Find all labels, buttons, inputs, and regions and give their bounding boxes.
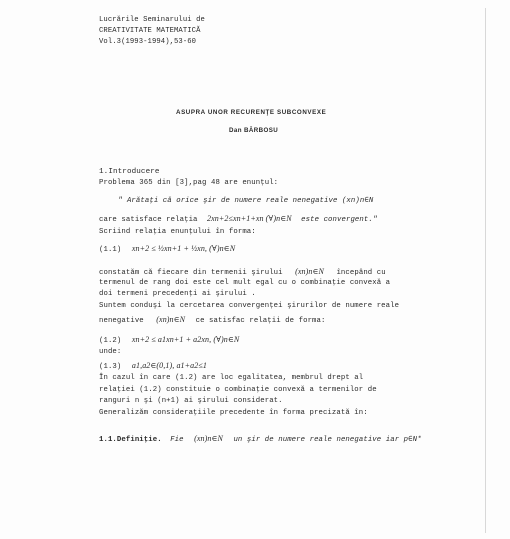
equation-2: [99, 335, 239, 346]
equation-formula: xn+2 ≤ a1xn+1 + a2xn, (∀)n∈N: [131, 335, 240, 344]
text-line: nenegative (xn)n∈N ce satisfac relaţii de forma:: [99, 315, 326, 325]
text-line: Scriind relaţia enunţului în forma:: [99, 228, 256, 236]
text-line: relaţiei (1.2) constituie o combinaţie convexă a termenilor de: [99, 386, 377, 394]
quote-line: " Arătaţi că orice şir de numere reale nenegative (xn)n∈N: [118, 197, 374, 205]
section-heading: 1.Introducere: [99, 168, 160, 176]
equation-3: [99, 361, 207, 372]
paper-title: ASUPRA UNOR RECURENŢE SUBCONVEXE: [176, 109, 327, 116]
text-line: Suntem conduşi la cercetarea convergenţei şirurilor de numere reale: [99, 302, 400, 310]
journal-name: Lucrările Seminarului de: [99, 16, 205, 24]
text-line: În cazul în care (1.2) are loc egalitatea, membrul drept al: [99, 374, 364, 382]
equation-label: (1.2): [99, 337, 122, 345]
equation-formula: a1,a2∈(0,1), a1+a2≤1: [131, 361, 207, 370]
text-line: constatăm că fiecare din termenii şirului (xn)n∈N începând cu: [99, 267, 386, 277]
paper-author: Dan BĂRBOSU: [229, 127, 279, 134]
text-line: ranguri n şi (n+1) ai şirului considerat.: [99, 397, 283, 405]
page-edge-line: [485, 8, 486, 533]
text-line: doi termeni precedenţi ai şirului .: [99, 290, 256, 298]
equation-label: (1.3): [99, 363, 122, 371]
text-line: Generalizăm consideraţiile precedente în forma precizată în:: [99, 409, 368, 417]
text-line: Problema 365 din [3],pag 48 are enunţul:: [99, 179, 279, 187]
text-line: care satisface relaţia 2xn+2≤xn+1+xn (∀)n∈N este convergent.": [99, 214, 378, 224]
journal-subtitle: CREATIVITATE MATEMATICĂ: [99, 27, 201, 35]
equation-formula: xn+2 ≤ ½xn+1 + ½xn, (∀)n∈N: [131, 244, 236, 253]
text-line: unde:: [99, 348, 122, 356]
journal-volume: Vol.3(1993-1994),53-60: [99, 38, 197, 46]
equation-1: [99, 244, 235, 255]
text-line: termenul de rang doi este cel mult egal cu o combinaţie convexă a: [99, 279, 391, 287]
definition-label: 1.1.Definiţie.: [99, 436, 162, 444]
equation-label: (1.1): [99, 246, 122, 254]
definition-line: 1.1.Definiţie. Fie (xn)n∈N un şir de numere reale nenegative iar p∈N*: [99, 434, 422, 444]
